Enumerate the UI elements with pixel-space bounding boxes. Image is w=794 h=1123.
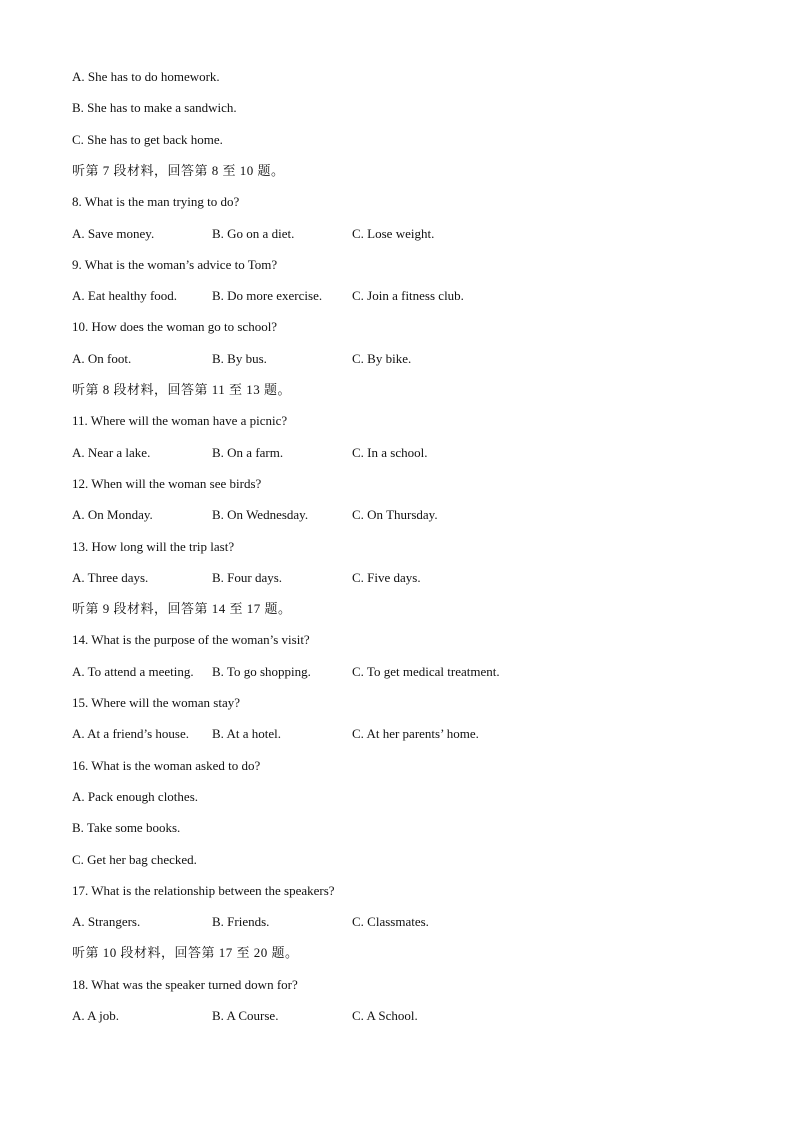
answer-option-c: C. On Thursday. [352, 507, 438, 522]
question-text: 17. What is the relationship between the speakers? [72, 883, 335, 898]
answer-option-a: A. Strangers. [72, 914, 141, 929]
answer-option-b: B. Do more exercise. [212, 288, 323, 303]
answer-option-a: A. Near a lake. [72, 445, 151, 460]
answer-option-c: C. In a school. [352, 445, 428, 460]
answer-option-b: B. A Course. [212, 1008, 279, 1023]
question-text: 11. Where will the woman have a picnic? [72, 413, 288, 428]
section-instruction: 听第 9 段材料，回答第 14 至 17 题。 [72, 601, 292, 616]
section-instruction: 听第 10 段材料，回答第 17 至 20 题。 [72, 945, 299, 960]
answer-option-line: A. Pack enough clothes. [72, 789, 199, 804]
answer-option-a: A. Save money. [72, 226, 155, 241]
answer-option-c: C. At her parents’ home. [352, 726, 479, 741]
question-text: 16. What is the woman asked to do? [72, 758, 261, 773]
answer-option-line: C. She has to get back home. [72, 132, 223, 147]
section-instruction: 听第 8 段材料，回答第 11 至 13 题。 [72, 382, 292, 397]
answer-option-b: B. To go shopping. [212, 664, 311, 679]
answer-option-a: A. A job. [72, 1008, 119, 1023]
answer-option-line: C. Get her bag checked. [72, 852, 197, 867]
question-text: 14. What is the purpose of the woman’s visit? [72, 632, 310, 647]
answer-option-c: C. Lose weight. [352, 226, 435, 241]
answer-option-a: A. Three days. [72, 570, 149, 585]
answer-option-line: A. She has to do homework. [72, 69, 220, 84]
answer-option-c: C. Join a fitness club. [352, 288, 464, 303]
answer-option-b: B. At a hotel. [212, 726, 281, 741]
answer-option-b: B. By bus. [212, 351, 267, 366]
answer-option-a: A. At a friend’s house. [72, 726, 189, 741]
answer-option-line: B. Take some books. [72, 820, 181, 835]
answer-option-a: A. On foot. [72, 351, 132, 366]
answer-option-b: B. Four days. [212, 570, 283, 585]
answer-option-c: C. To get medical treatment. [352, 664, 500, 679]
answer-option-b: B. Go on a diet. [212, 226, 295, 241]
answer-option-line: B. She has to make a sandwich. [72, 100, 237, 115]
answer-option-c: C. Classmates. [352, 914, 429, 929]
answer-option-a: A. To attend a meeting. [72, 664, 194, 679]
answer-option-a: A. On Monday. [72, 507, 153, 522]
section-instruction: 听第 7 段材料，回答第 8 至 10 题。 [72, 163, 285, 178]
question-text: 10. How does the woman go to school? [72, 319, 278, 334]
question-text: 13. How long will the trip last? [72, 539, 235, 554]
question-text: 15. Where will the woman stay? [72, 695, 240, 710]
answer-option-b: B. Friends. [212, 914, 270, 929]
answer-option-c: C. A School. [352, 1008, 418, 1023]
answer-option-a: A. Eat healthy food. [72, 288, 178, 303]
answer-option-b: B. On a farm. [212, 445, 284, 460]
answer-option-c: C. Five days. [352, 570, 421, 585]
answer-option-b: B. On Wednesday. [212, 507, 309, 522]
question-text: 18. What was the speaker turned down for? [72, 977, 298, 992]
answer-option-c: C. By bike. [352, 351, 412, 366]
question-text: 12. When will the woman see birds? [72, 476, 262, 491]
question-text: 9. What is the woman’s advice to Tom? [72, 257, 278, 272]
question-text: 8. What is the man trying to do? [72, 194, 240, 209]
